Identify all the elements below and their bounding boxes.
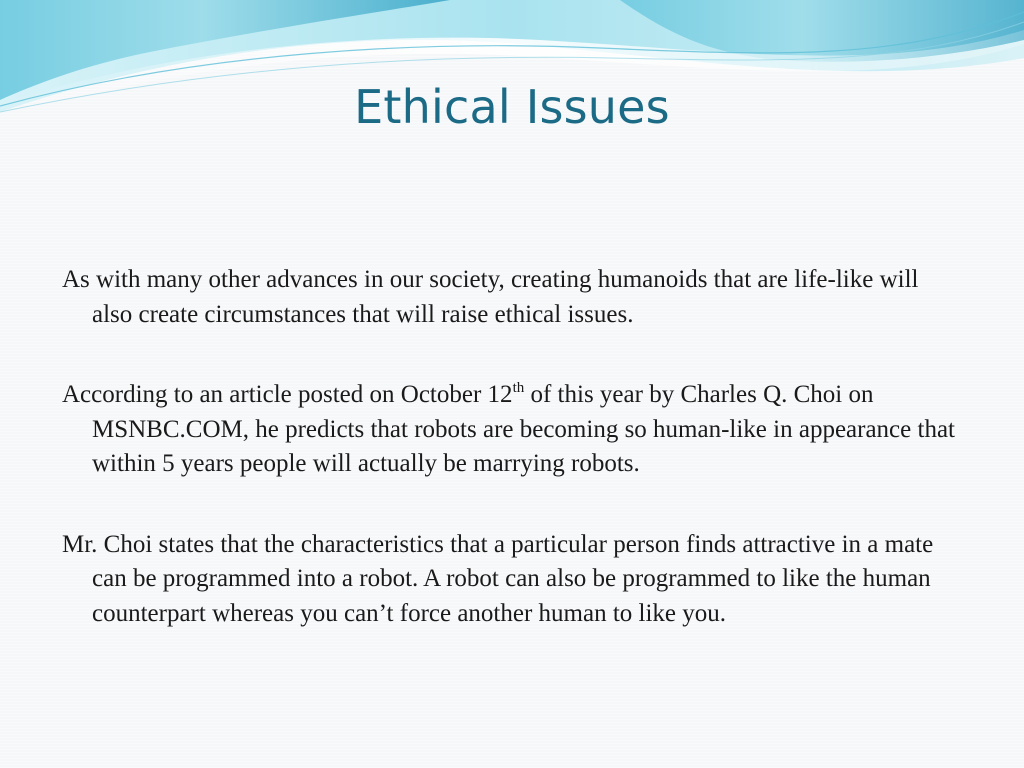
slide-title: Ethical Issues: [354, 80, 670, 134]
slide-body: [62, 263, 962, 677]
paragraph-2-text-end: of this year by Charles Q. Choi on MSNBC.COM, he predicts that robots are becoming so human-like in appearance that within 5 years people will actually be marrying robots.: [92, 381, 955, 477]
paragraph-1: As with many other advances in our society, creating humanoids that are life-like will also create circumstances that will raise ethical issues.: [62, 266, 919, 328]
paragraph-3: Mr. Choi states that the characteristics that a particular person finds attractive in a mate can be programmed into a robot. A robot can also be programmed to like the human counterpart whereas you can’t force another human to like you.: [62, 530, 934, 627]
paragraph-2: [62, 378, 962, 482]
paragraph-2-text-start: According to an article posted on October 12: [62, 381, 513, 408]
ordinal-superscript: th: [512, 380, 525, 396]
